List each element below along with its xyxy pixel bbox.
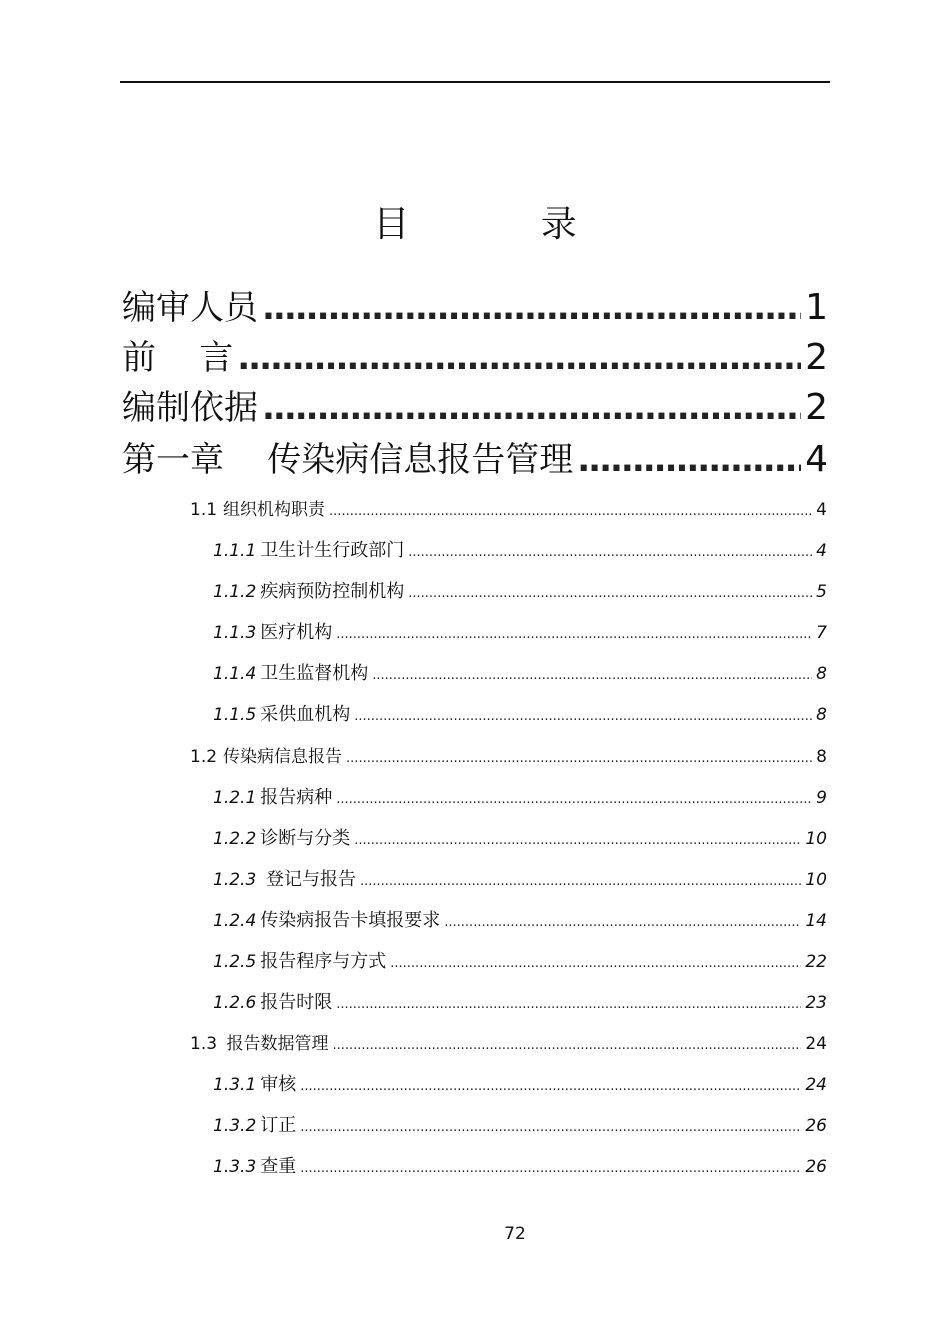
toc-entry[interactable] — [213, 865, 827, 891]
toc-leader — [300, 1161, 801, 1176]
toc-entry-page: 2 — [805, 387, 828, 428]
toc-entry-page: 10 — [805, 870, 827, 890]
toc-leader — [346, 751, 812, 766]
toc-entry-text: 查重 — [260, 1156, 297, 1177]
toc-entry-page: 4 — [816, 500, 827, 520]
toc-entry-page: 8 — [816, 705, 827, 725]
toc-leader — [408, 586, 812, 601]
toc-entry-text: 卫生计生行政部门 — [260, 540, 405, 561]
toc-leader — [354, 709, 812, 724]
toc-entry-page: 7 — [816, 623, 827, 643]
toc-entry[interactable] — [213, 824, 827, 850]
toc-entry-page: 9 — [816, 788, 827, 808]
toc-entry[interactable] — [213, 577, 827, 603]
toc-entry-number: 1.2.2 — [213, 829, 257, 849]
footer-page-number: 72 — [504, 1224, 526, 1244]
toc-entry[interactable] — [213, 659, 827, 685]
toc-entry-text: 报告病种 — [260, 787, 333, 808]
toc-entry-text: 编审人员 — [122, 288, 258, 328]
toc-leader — [577, 440, 801, 480]
toc-leader — [262, 388, 801, 428]
toc-leader — [336, 792, 812, 807]
toc-entry-number: 1.1.1 — [213, 541, 257, 561]
toc-entry-text: 第一章 传染病信息报告管理 — [122, 440, 574, 480]
toc-entry-page: 2 — [805, 337, 828, 378]
toc-entry-number: 1.3.2 — [213, 1116, 257, 1136]
toc-entry-text: 诊断与分类 — [260, 828, 351, 849]
toc-leader — [300, 1079, 801, 1094]
toc-entry-page: 26 — [805, 1157, 827, 1177]
toc-entry-page: 5 — [816, 582, 827, 602]
toc-leader — [408, 545, 812, 560]
toc-entry-number: 1.2.6 — [213, 993, 257, 1013]
toc-entry-number: 1.3.1 — [213, 1075, 257, 1095]
toc-entry-text: 疾病预防控制机构 — [260, 581, 405, 602]
toc-entry-page: 4 — [805, 439, 828, 480]
toc-entry[interactable] — [190, 742, 827, 768]
toc-title: 目 录 — [373, 204, 637, 245]
toc-entry[interactable] — [213, 700, 827, 726]
toc-entry-text: 组织机构职责 — [223, 500, 326, 520]
toc-entry[interactable] — [213, 1152, 827, 1178]
toc-entry-page: 4 — [816, 541, 827, 561]
toc-entry-number: 1.1.5 — [213, 705, 257, 725]
toc-leader — [372, 668, 812, 683]
toc-entry[interactable] — [213, 906, 827, 932]
toc-entry-text: 采供血机构 — [260, 704, 351, 725]
toc-leader — [444, 915, 801, 930]
toc-entry-number: 1.1.2 — [213, 582, 257, 602]
toc-entry[interactable] — [122, 280, 828, 326]
toc-entry-text: 登记与报告 — [260, 869, 356, 890]
toc-leader — [329, 504, 812, 519]
toc-entry-text: 前 言 — [122, 338, 234, 378]
toc-entry-number: 1.1.3 — [213, 623, 257, 643]
toc-entry-text: 审核 — [260, 1074, 297, 1095]
toc-leader — [336, 997, 801, 1012]
toc-entry-text: 订正 — [260, 1115, 297, 1136]
toc-entry[interactable] — [213, 536, 827, 562]
toc-entry[interactable] — [122, 432, 828, 478]
toc-leader — [237, 338, 801, 378]
toc-entry-number: 1.2.4 — [213, 911, 257, 931]
toc-entry[interactable] — [213, 1070, 827, 1096]
toc-leader — [354, 833, 801, 848]
toc-entry-page: 26 — [805, 1116, 827, 1136]
toc-entry[interactable] — [122, 330, 828, 376]
toc-entry-number: 1.2.1 — [213, 788, 257, 808]
toc-entry-text: 卫生监督机构 — [260, 663, 369, 684]
toc-entry-text: 报告时限 — [260, 992, 333, 1013]
toc-entry-page: 22 — [805, 952, 827, 972]
toc-leader — [360, 874, 801, 889]
toc-entry[interactable] — [122, 380, 828, 426]
toc-entry-number: 1.2.5 — [213, 952, 257, 972]
toc-entry-text: 报告数据管理 — [221, 1034, 329, 1054]
toc-entry-text: 编制依据 — [122, 388, 258, 428]
toc-entry-number: 1.2.3 — [213, 870, 257, 890]
toc-entry-page: 14 — [805, 911, 827, 931]
toc-entry-page: 8 — [816, 747, 827, 767]
toc-entry-page: 10 — [805, 829, 827, 849]
toc-entry[interactable] — [213, 783, 827, 809]
toc-entry-number: 1.1 — [190, 500, 218, 520]
toc-entry[interactable] — [213, 947, 827, 973]
toc-entry-text: 传染病报告卡填报要求 — [260, 910, 441, 931]
toc-entry-page: 23 — [805, 993, 827, 1013]
toc-entry-page: 24 — [805, 1075, 827, 1095]
toc-leader — [300, 1120, 801, 1135]
toc-entry-page: 1 — [805, 287, 828, 328]
toc-entry-text: 医疗机构 — [260, 622, 333, 643]
toc-entry-text: 报告程序与方式 — [260, 951, 387, 972]
toc-entry[interactable] — [190, 495, 827, 521]
toc-entry-number: 1.3 — [190, 1034, 218, 1054]
toc-entry[interactable] — [190, 1029, 827, 1055]
toc-leader — [390, 956, 801, 971]
toc-leader — [336, 627, 812, 642]
toc-entry[interactable] — [213, 988, 827, 1014]
toc-entry-number: 1.3.3 — [213, 1157, 257, 1177]
toc-entry[interactable] — [213, 618, 827, 644]
toc-entry-text: 传染病信息报告 — [223, 747, 343, 767]
toc-entry-number: 1.2 — [190, 747, 218, 767]
toc-entry[interactable] — [213, 1111, 827, 1137]
toc-entry-page: 24 — [805, 1034, 827, 1054]
toc-leader — [332, 1038, 801, 1053]
toc-entry-page: 8 — [816, 664, 827, 684]
toc-entry-number: 1.1.4 — [213, 664, 257, 684]
toc-leader — [262, 288, 801, 328]
